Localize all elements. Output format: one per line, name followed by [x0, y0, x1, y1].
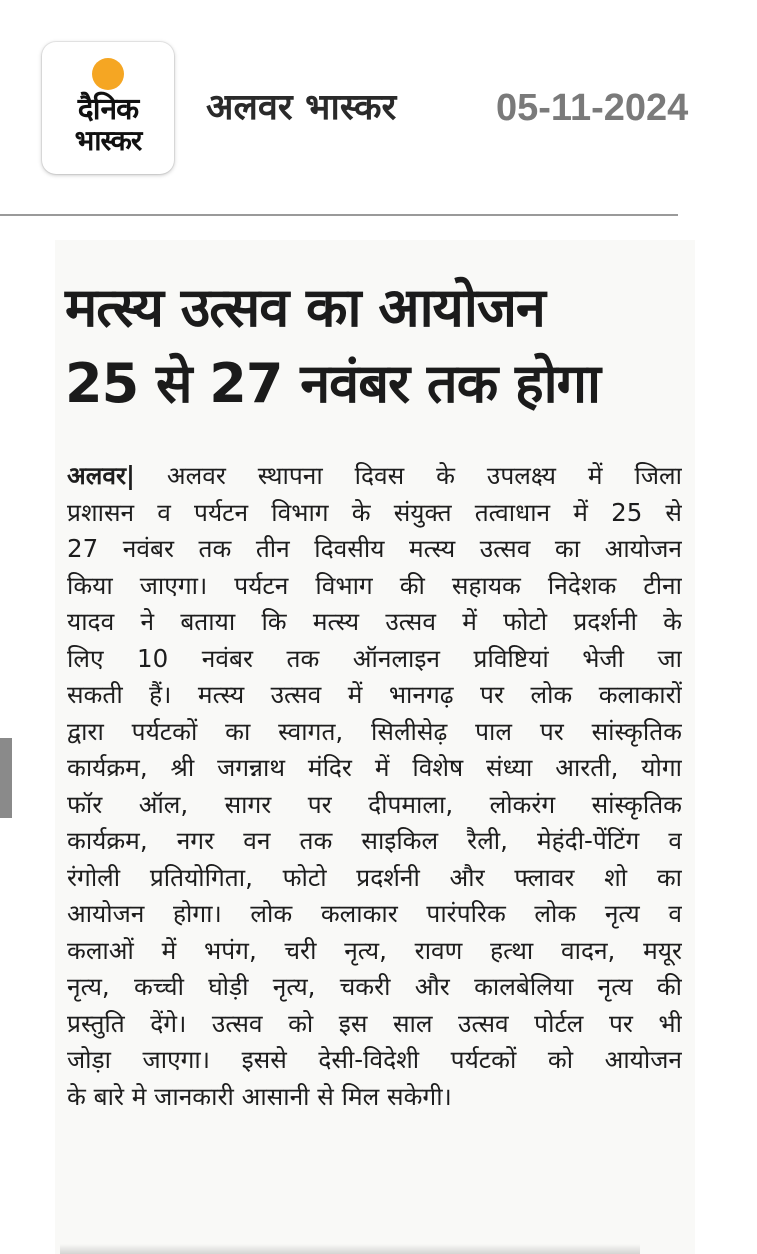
body-line-15: नृत्य, कच्ची घोड़ी नृत्य, चकरी और कालबेलिया नृत्य की: [67, 972, 682, 1001]
article-headline: [65, 270, 687, 422]
headline-line-1: मत्स्य उत्सव का आयोजन: [65, 276, 545, 339]
header-divider: [0, 214, 678, 216]
body-line-9: कार्यक्रम, श्री जगन्नाथ मंदिर में विशेष संध्या आरती, योगा: [67, 753, 682, 782]
body-line-3: 27 नवंबर तक तीन दिवसीय मत्स्य उत्सव का आयोजन: [67, 534, 682, 563]
edition-date: 05-11-2024: [496, 87, 689, 129]
body-line-10: फॉर ऑल, सागर पर दीपमाला, लोकरंग सांस्कृतिक: [67, 789, 682, 819]
body-line-5: यादव ने बताया कि मत्स्य उत्सव में फोटो प्रदर्शनी के: [67, 607, 682, 636]
body-line-14: कलाओं में भपंग, चरी नृत्य, रावण हत्था वादन, मयूर: [67, 935, 682, 965]
sun-icon: [92, 58, 124, 90]
dainik-bhaskar-logo: [42, 42, 174, 174]
headline-line-2: 25 से 27 नवंबर तक होगा: [65, 352, 601, 415]
body-line-4: किया जाएगा। पर्यटन विभाग की सहायक निदेशक टीना: [67, 570, 682, 600]
article-body: [67, 458, 682, 1115]
article-dateline: अलवर|: [67, 461, 135, 490]
next-article-edge: [60, 1244, 640, 1254]
body-line-12: रंगोली प्रतियोगिता, फोटो प्रदर्शनी और फ्लावर शो का: [67, 862, 682, 892]
body-line-1: [67, 458, 682, 495]
page-header: [0, 0, 757, 210]
body-line-16: प्रस्तुति देंगे। उत्सव को इस साल उत्सव पोर्टल पर भी: [67, 1008, 682, 1038]
body-line-7: सकती हैं। मत्स्य उत्सव में भानगढ़ पर लोक कलाकारों: [67, 680, 682, 709]
body-line-1-text: अलवर स्थापना दिवस के उपलक्ष्य में जिला: [166, 461, 682, 490]
edition-name: अलवर भास्कर: [206, 87, 397, 128]
body-line-11: कार्यक्रम, नगर वन तक साइकिल रैली, मेहंदी-पेंटिंग व: [67, 826, 682, 855]
page-edge-mark: [0, 738, 12, 818]
news-clipping: [55, 240, 695, 1254]
body-line-2: प्रशासन व पर्यटन विभाग के संयुक्त तत्वाधान में 25 से: [67, 497, 682, 527]
logo-text-line2: भास्कर: [74, 124, 142, 157]
body-line-13: आयोजन होगा। लोक कलाकार पारंपरिक लोक नृत्य व: [67, 899, 682, 928]
logo-text-line1: दैनिक: [77, 92, 139, 127]
body-line-6: लिए 10 नवंबर तक ऑनलाइन प्रविष्टियां भेजी जा: [67, 643, 682, 673]
body-line-8: द्वारा पर्यटकों का स्वागत, सिलीसेढ़ पाल पर सांस्कृतिक: [67, 716, 682, 746]
body-line-17: जोड़ा जाएगा। इससे देसी-विदेशी पर्यटकों को आयोजन: [67, 1045, 682, 1074]
body-line-18: के बारे मे जानकारी आसानी से मिल सकेगी।: [67, 1081, 452, 1111]
